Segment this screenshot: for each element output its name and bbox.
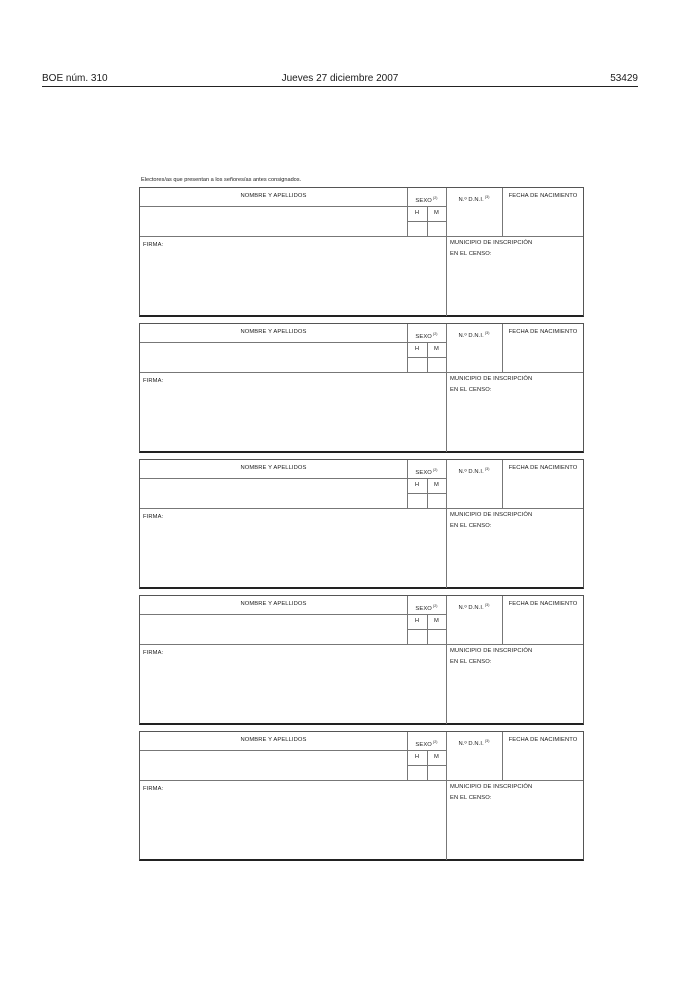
row-divider (140, 508, 583, 509)
sex-m-label: M (434, 210, 439, 216)
dni-label: N.º D.N.I.$^{(3)}$ (458, 467, 490, 475)
dni-label: N.º D.N.I.$^{(3)}$ (458, 331, 490, 339)
name-label: NOMBRE Y APELLIDOS (240, 737, 307, 743)
census-label: EN EL CENSO: (450, 795, 492, 801)
page-header (42, 73, 638, 87)
sex-label: SEXO$^{(2)}$ (415, 468, 438, 476)
row-divider (140, 478, 446, 479)
census-label: EN EL CENSO: (450, 659, 492, 665)
sex-h-label: H (414, 346, 420, 352)
column-divider (446, 460, 447, 588)
elector-block (139, 731, 584, 861)
name-label: NOMBRE Y APELLIDOS (240, 329, 307, 335)
census-label: EN EL CENSO: (450, 387, 492, 393)
elector-block (139, 595, 584, 725)
row-divider (140, 342, 446, 343)
birth-date-label: FECHA DE NACIMIENTO (508, 465, 578, 471)
row-divider (140, 644, 583, 645)
signature-label: FIRMA: (143, 378, 164, 384)
sex-h-label: H (414, 618, 420, 624)
signature-label: FIRMA: (143, 650, 164, 656)
column-divider (446, 596, 447, 724)
birth-date-label: FECHA DE NACIMIENTO (508, 193, 578, 199)
sex-h-label: H (414, 210, 420, 216)
sex-m-label: M (434, 482, 439, 488)
census-label: EN EL CENSO: (450, 251, 492, 257)
elector-block (139, 187, 584, 317)
signature-label: FIRMA: (143, 514, 164, 520)
row-divider (140, 614, 446, 615)
name-label: NOMBRE Y APELLIDOS (240, 193, 307, 199)
column-divider (446, 324, 447, 452)
municipality-label: MUNICIPIO DE INSCRIPCIÓN (450, 376, 533, 382)
birth-date-label: FECHA DE NACIMIENTO (508, 737, 578, 743)
dni-label: N.º D.N.I.$^{(3)}$ (458, 603, 490, 611)
sex-label: SEXO$^{(2)}$ (415, 604, 438, 612)
row-divider (140, 750, 446, 751)
row-divider (140, 372, 583, 373)
sex-label: SEXO$^{(2)}$ (415, 196, 438, 204)
page-number: 53429 (610, 73, 638, 84)
dni-label: N.º D.N.I.$^{(3)}$ (458, 739, 490, 747)
row-divider (140, 206, 446, 207)
municipality-label: MUNICIPIO DE INSCRIPCIÓN (450, 240, 533, 246)
name-label: NOMBRE Y APELLIDOS (240, 465, 307, 471)
signature-label: FIRMA: (143, 786, 164, 792)
journal-issue: BOE núm. 310 (42, 73, 108, 84)
dni-label: N.º D.N.I.$^{(3)}$ (458, 195, 490, 203)
sex-m-label: M (434, 346, 439, 352)
census-label: EN EL CENSO: (450, 523, 492, 529)
municipality-label: MUNICIPIO DE INSCRIPCIÓN (450, 784, 533, 790)
birth-date-label: FECHA DE NACIMIENTO (508, 601, 578, 607)
municipality-label: MUNICIPIO DE INSCRIPCIÓN (450, 648, 533, 654)
signature-label: FIRMA: (143, 242, 164, 248)
form-intro: Electores/as que presentan a los señores/as antes consignados. (141, 177, 302, 183)
sex-m-label: M (434, 754, 439, 760)
sex-h-label: H (414, 754, 420, 760)
column-divider (446, 188, 447, 316)
municipality-label: MUNICIPIO DE INSCRIPCIÓN (450, 512, 533, 518)
publication-date: Jueves 27 diciembre 2007 (281, 73, 399, 84)
name-label: NOMBRE Y APELLIDOS (240, 601, 307, 607)
sex-label: SEXO$^{(2)}$ (415, 740, 438, 748)
elector-block (139, 459, 584, 589)
column-divider (446, 732, 447, 860)
elector-block (139, 323, 584, 453)
row-divider (140, 780, 583, 781)
sex-h-label: H (414, 482, 420, 488)
birth-date-label: FECHA DE NACIMIENTO (508, 329, 578, 335)
row-divider (140, 236, 583, 237)
sex-label: SEXO$^{(2)}$ (415, 332, 438, 340)
sex-m-label: M (434, 618, 439, 624)
